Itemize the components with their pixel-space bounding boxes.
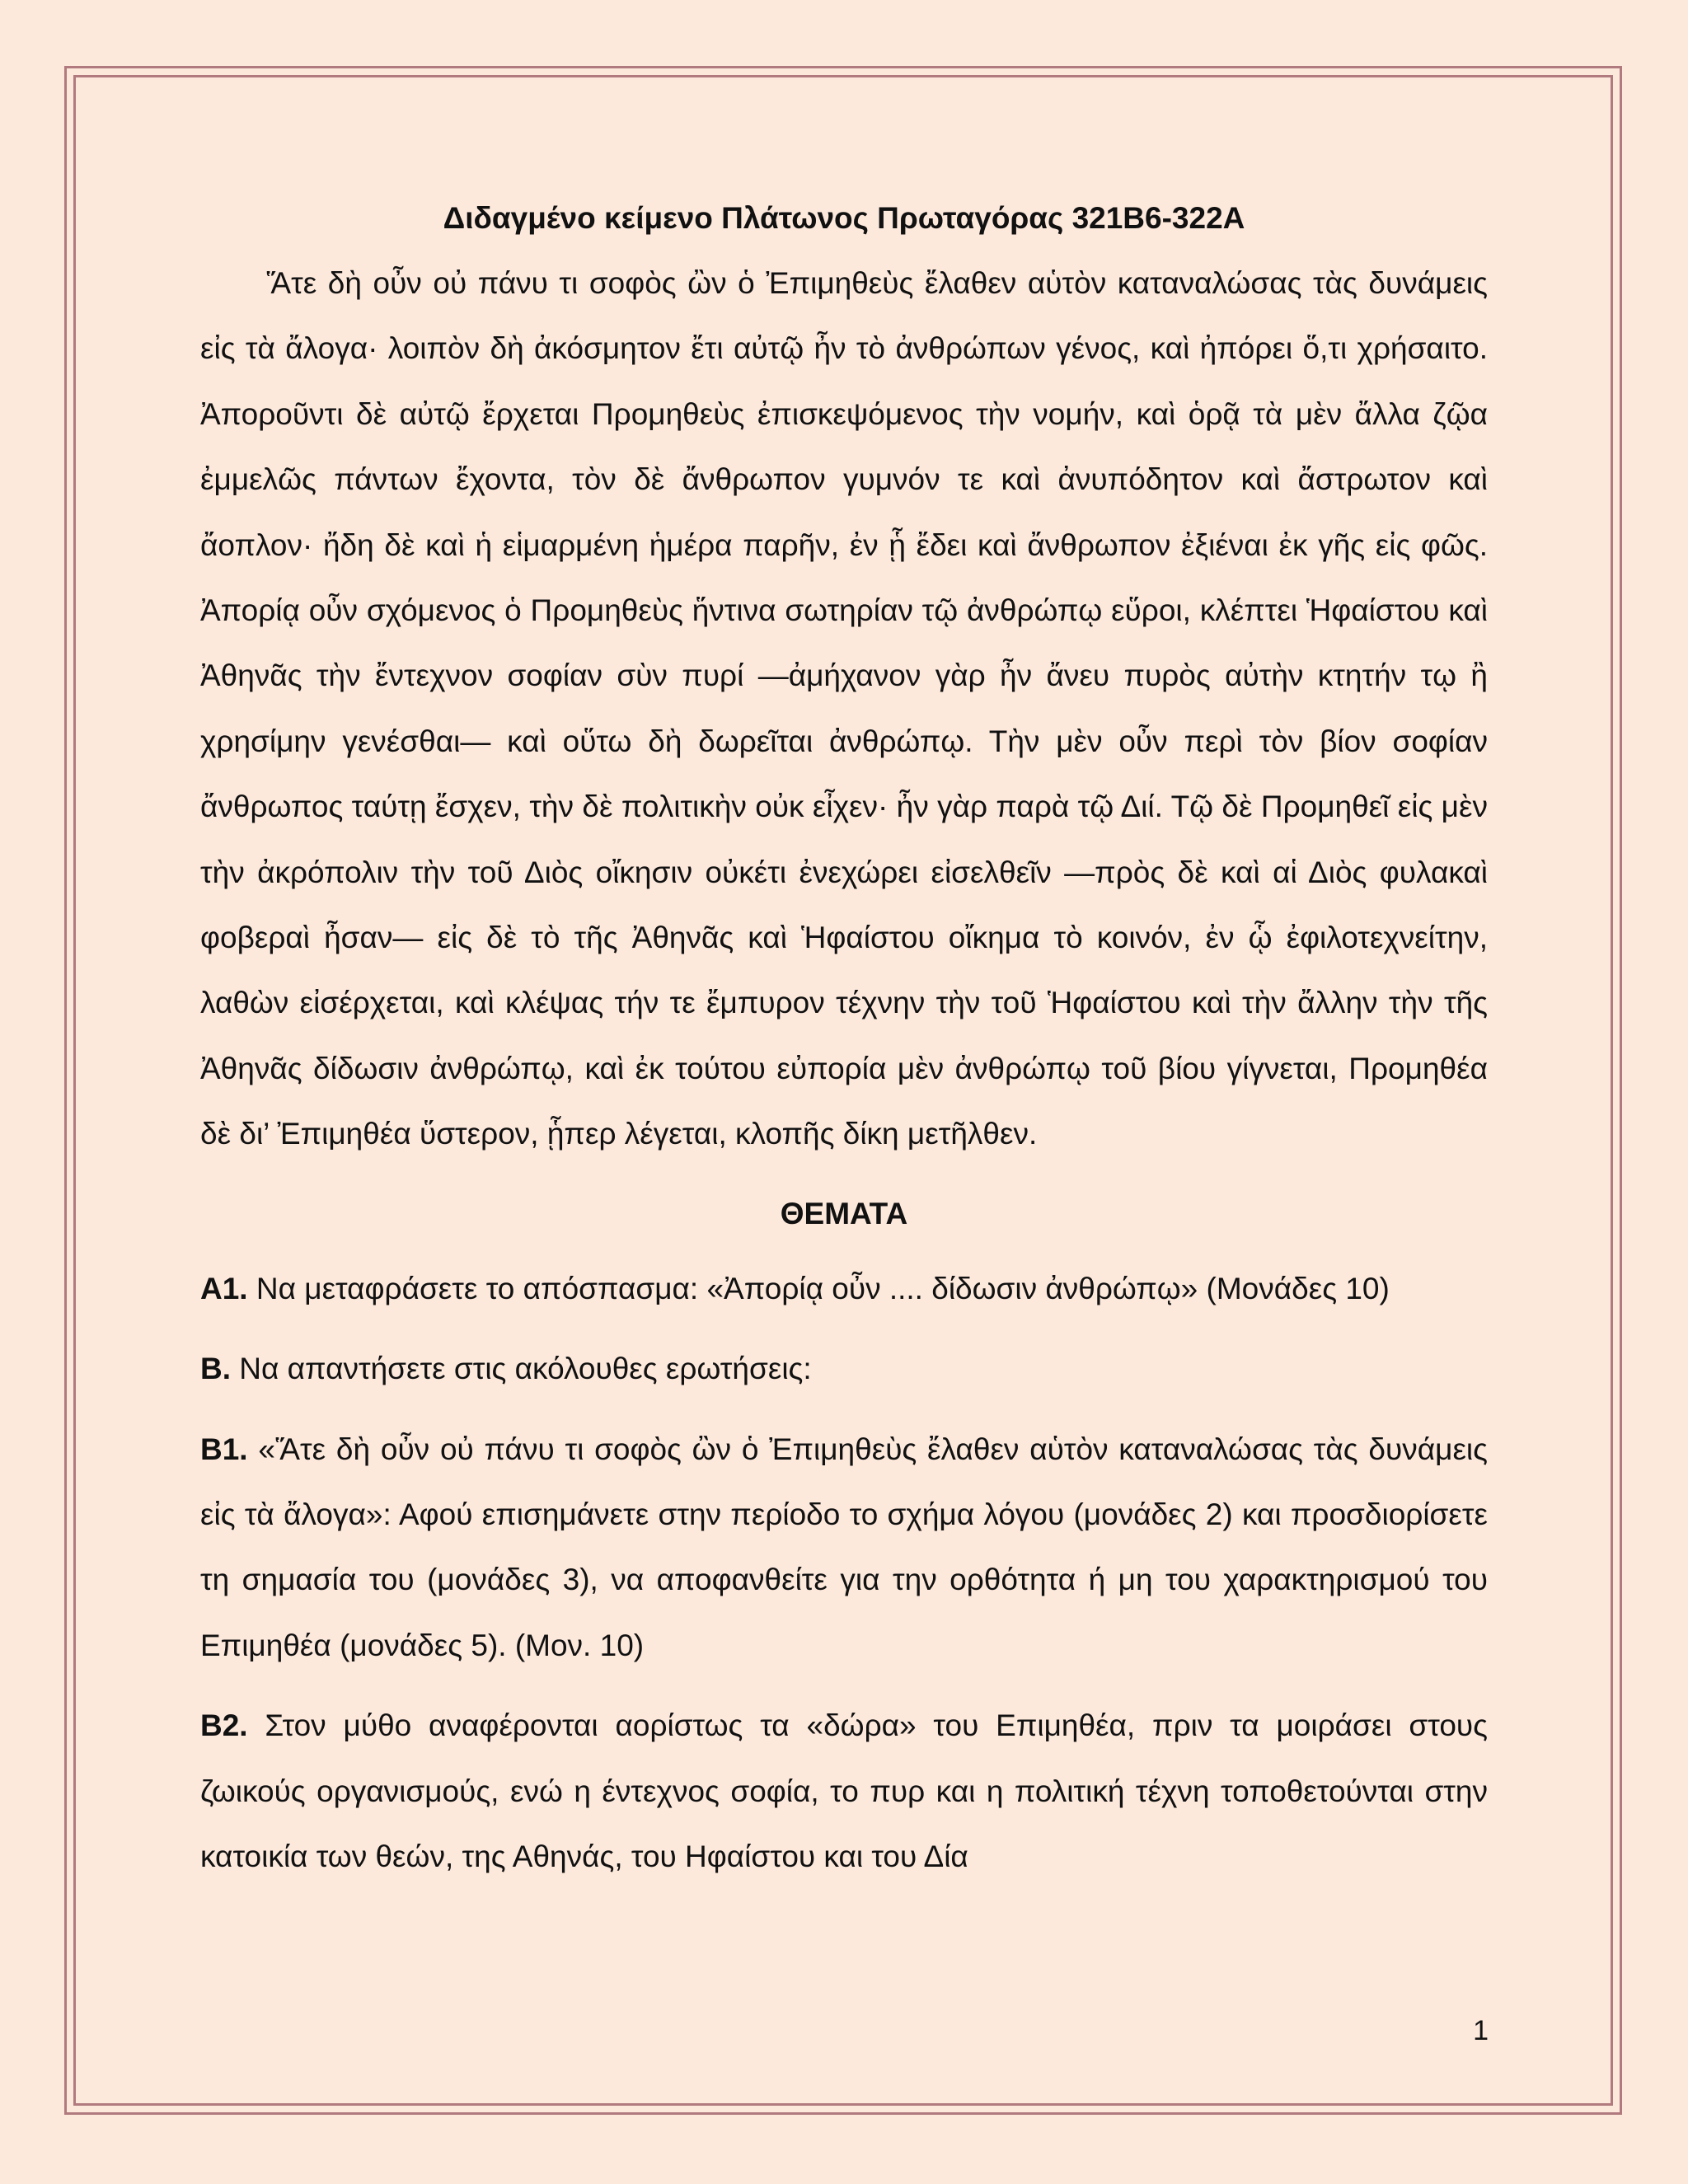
question-a1 [200, 1256, 1488, 1321]
question-text: Να απαντήσετε στις ακόλουθες ερωτήσεις: [231, 1352, 812, 1386]
question-text: «Ἅτε δὴ οὖν οὐ πάνυ τι σοφὸς ὢν ὁ Ἐπιμηθεὺς ἔλαθεν αὑτὸν καταναλώσας τὰς δυνάμεις εἰς τὰ ἄλογα»: Αφού επισημάνετε στην περίοδο το σχήμα λόγου (μονάδες 2) και προσδιορίσετε τη σημασία του (μονάδες 3), να αποφανθείτε για την ορθότητα ή μη του χαρακτηρισμού του Επιμηθέα (μονάδες 5). (Μον. 10) [200, 1432, 1488, 1662]
question-label: Β. [200, 1352, 231, 1386]
question-b1 [200, 1417, 1488, 1679]
document-title: Διδαγμένο κείμενο Πλάτωνος Πρωταγόρας 321Β6-322Α [443, 201, 1245, 235]
question-label: Α1. [200, 1271, 248, 1305]
question-text: Να μεταφράσετε το απόσπασμα: «Ἀπορίᾳ οὖν .... δίδωσιν ἀνθρώπῳ» (Μονάδες 10) [247, 1271, 1390, 1305]
document-body [200, 198, 1488, 1904]
section-title-themes: ΘΕΜΑΤΑ [780, 1196, 908, 1230]
question-b2 [200, 1693, 1488, 1889]
ancient-text-paragraph: Ἅτε δὴ οὖν οὐ πάνυ τι σοφὸς ὢν ὁ Ἐπιμηθεὺς ἔλαθεν αὑτὸν καταναλώσας τὰς δυνάμεις εἰς τὰ ἄλογα· λοιπὸν δὴ ἀκόσμητον ἔτι αὐτῷ ἦν τὸ ἀνθρώπων γένος, καὶ ἠπόρει ὅ,τι χρήσαιτο. Ἀποροῦντι δὲ αὐτῷ ἔρχεται Προμηθεὺς ἐπισκεψόμενος τὴν νομήν, καὶ ὁρᾷ τὰ μὲν ἄλλα ζῷα ἐμμελῶς πάντων ἔχοντα, τὸν δὲ ἄνθρωπον γυμνόν τε καὶ ἀνυπόδητον καὶ ἄστρωτον καὶ ἄοπλον· ἤδη δὲ καὶ ἡ εἱμαρμένη ἡμέρα παρῆν, ἐν ᾗ ἔδει καὶ ἄνθρωπον ἐξιέναι ἐκ γῆς εἰς φῶς. Ἀπορίᾳ οὖν σχόμενος ὁ Προμηθεὺς ἥντινα σωτηρίαν τῷ ἀνθρώπῳ εὕροι, κλέπτει Ἡφαίστου καὶ Ἀθηνᾶς τὴν ἔντεχνον σοφίαν σὺν πυρί —ἀμήχανον γὰρ ἦν ἄνευ πυρὸς αὐτὴν κτητήν τῳ ἢ χρησίμην γενέσθαι— καὶ οὕτω δὴ δωρεῖται ἀνθρώπῳ. Τὴν μὲν οὖν περὶ τὸν βίον σοφίαν ἄνθρωπος ταύτῃ ἔσχεν, τὴν δὲ πολιτικὴν οὐκ εἶχεν· ἦν γὰρ παρὰ τῷ Διί. Τῷ δὲ Προμηθεῖ εἰς μὲν τὴν ἀκρόπολιν τὴν τοῦ Διὸς οἴκησιν οὐκέτι ἐνεχώρει εἰσελθεῖν —πρὸς δὲ καὶ αἱ Διὸς φυλακαὶ φοβεραὶ ἦσαν— εἰς δὲ τὸ τῆς Ἀθηνᾶς καὶ Ἡφαίστου οἴκημα τὸ κοινόν, ἐν ᾧ ἐφιλοτεχνείτην, λαθὼν εἰσέρχεται, καὶ κλέψας τήν τε ἔμπυρον τέχνην τὴν τοῦ Ἡφαίστου καὶ τὴν ἄλλην τὴν τῆς Ἀθηνᾶς δίδωσιν ἀνθρώπῳ, καὶ ἐκ τούτου εὐπορία μὲν ἀνθρώπῳ τοῦ βίου γίγνεται, Προμηθέα δὲ δι’ Ἐπιμηθέα ὕστερον, ᾗπερ λέγεται, κλοπῆς δίκη μετῆλθεν. [200, 266, 1488, 1151]
page-number: 1 [1473, 2015, 1489, 2046]
question-label: Β2. [200, 1708, 248, 1743]
question-b [200, 1336, 1488, 1401]
question-text: Στον μύθο αναφέρονται αορίστως τα «δώρα» του Επιμηθέα, πριν τα μοιράσει στους ζωικούς οργανισμούς, ενώ η έντεχνος σοφία, το πυρ και η πολιτική τέχνη τοποθετούνται στην κατοικία των θεών, της Αθηνάς, του Ηφαίστου και του Δία [200, 1708, 1488, 1873]
question-label: Β1. [200, 1432, 248, 1466]
